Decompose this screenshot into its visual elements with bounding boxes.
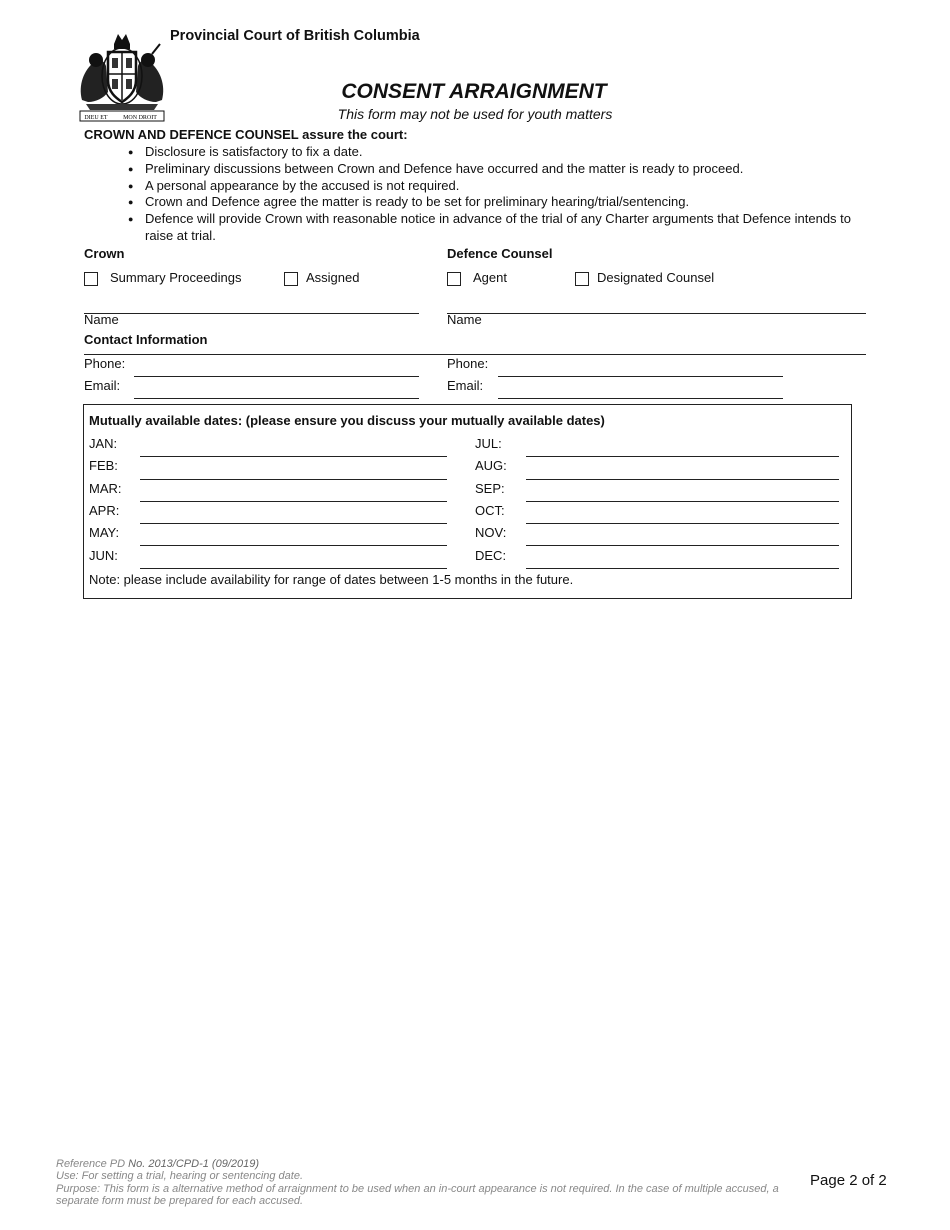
month-label-feb: FEB: (89, 458, 118, 473)
summary-proceedings-label: Summary Proceedings (110, 270, 242, 285)
month-label-sep: SEP: (475, 481, 505, 496)
agent-checkbox[interactable] (447, 272, 461, 286)
available-dates-heading: Mutually available dates: (please ensure you discuss your mutually available dates) (89, 413, 605, 428)
contact-information-heading: Contact Information (84, 332, 208, 347)
crown-email-label: Email: (84, 378, 121, 393)
month-label-dec: DEC: (475, 548, 507, 563)
month-label-jan: JAN: (89, 436, 118, 451)
month-label-may: MAY: (89, 525, 120, 540)
month-label-jun: JUN: (89, 548, 118, 563)
month-field-may[interactable] (140, 545, 447, 546)
month-label-jul: JUL: (475, 436, 502, 451)
defence-heading: Defence Counsel (447, 246, 553, 261)
footer-reference (56, 1158, 796, 1170)
month-field-jul[interactable] (526, 456, 839, 457)
month-label-nov: NOV: (475, 525, 507, 540)
contact-divider (84, 354, 866, 355)
form-title (0, 80, 950, 104)
month-field-oct[interactable] (526, 523, 839, 524)
assurances-list (128, 144, 858, 245)
crown-name-field[interactable] (84, 313, 419, 314)
defence-name-label: Name (447, 312, 482, 327)
crown-phone-field[interactable] (134, 376, 419, 377)
dates-note: Note: please include availability for range of dates between 1-5 months in the future. (89, 572, 574, 587)
assurance-item: ● Preliminary discussions between Crown and Defence have occurred and the matter is ready to proceed. (128, 161, 858, 178)
crown-name-label: Name (84, 312, 119, 327)
assurance-item: ● Disclosure is satisfactory to fix a date. (128, 144, 858, 161)
crown-email-field[interactable] (134, 398, 419, 399)
court-name: Provincial Court of British Columbia (170, 28, 420, 44)
month-field-aug[interactable] (526, 479, 839, 480)
footer-use: Use: For setting a trial, hearing or sentencing date. (56, 1170, 304, 1183)
month-field-jun[interactable] (140, 568, 447, 569)
footer-reference-prefix: Reference PD (56, 1158, 129, 1170)
month-field-sep[interactable] (526, 501, 839, 502)
summary-proceedings-checkbox[interactable] (84, 272, 98, 286)
footer-purpose: Purpose: This form is a alternative method of arraignment to be used when an in-court appearance is not required. In the case of multiple accused, a separate form must be prepared for each accused. (56, 1182, 779, 1208)
month-field-dec[interactable] (526, 568, 839, 569)
assigned-checkbox[interactable] (284, 272, 298, 286)
defence-email-label: Email: (447, 378, 484, 393)
crest-motto-right: MON DROIT (123, 115, 157, 121)
assurance-item: ● Crown and Defence agree the matter is ready to be set for preliminary hearing/trial/sentencing. (128, 194, 858, 211)
assurance-item: ● Defence will provide Crown with reasonable notice in advance of the trial of any Charter arguments that Defence intends to raise at trial. (128, 211, 858, 245)
defence-name-field[interactable] (447, 313, 866, 314)
form-footer (56, 1158, 796, 1208)
crest-motto-left: DIEU ET (84, 115, 108, 121)
month-field-apr[interactable] (140, 523, 447, 524)
page-number: Page 2 of 2 (810, 1172, 887, 1189)
month-field-nov[interactable] (526, 545, 839, 546)
assurance-item: ● A personal appearance by the accused is not required. (128, 178, 858, 195)
month-field-mar[interactable] (140, 501, 447, 502)
assurances-heading: CROWN AND DEFENCE COUNSEL assure the court: (84, 127, 408, 142)
form-subtitle: This form may not be used for youth matters (337, 106, 613, 122)
footer-reference-number: No. 2013/CPD-1 (09/2019) (128, 1158, 260, 1170)
month-field-feb[interactable] (140, 479, 447, 480)
defence-phone-field[interactable] (498, 376, 783, 377)
month-label-aug: AUG: (475, 458, 507, 473)
month-label-apr: APR: (89, 503, 120, 518)
crown-heading: Crown (84, 246, 125, 261)
crown-phone-label: Phone: (84, 356, 126, 371)
assigned-label: Assigned (306, 270, 360, 285)
month-label-mar: MAR: (89, 481, 122, 496)
agent-label: Agent (473, 270, 507, 285)
designated-counsel-checkbox[interactable] (575, 272, 589, 286)
defence-email-field[interactable] (498, 398, 783, 399)
defence-phone-label: Phone: (447, 356, 489, 371)
designated-counsel-label: Designated Counsel (597, 270, 715, 285)
month-label-oct: OCT: (475, 503, 505, 518)
form-title-text: CONSENT ARRAIGNMENT (341, 80, 607, 103)
month-field-jan[interactable] (140, 456, 447, 457)
